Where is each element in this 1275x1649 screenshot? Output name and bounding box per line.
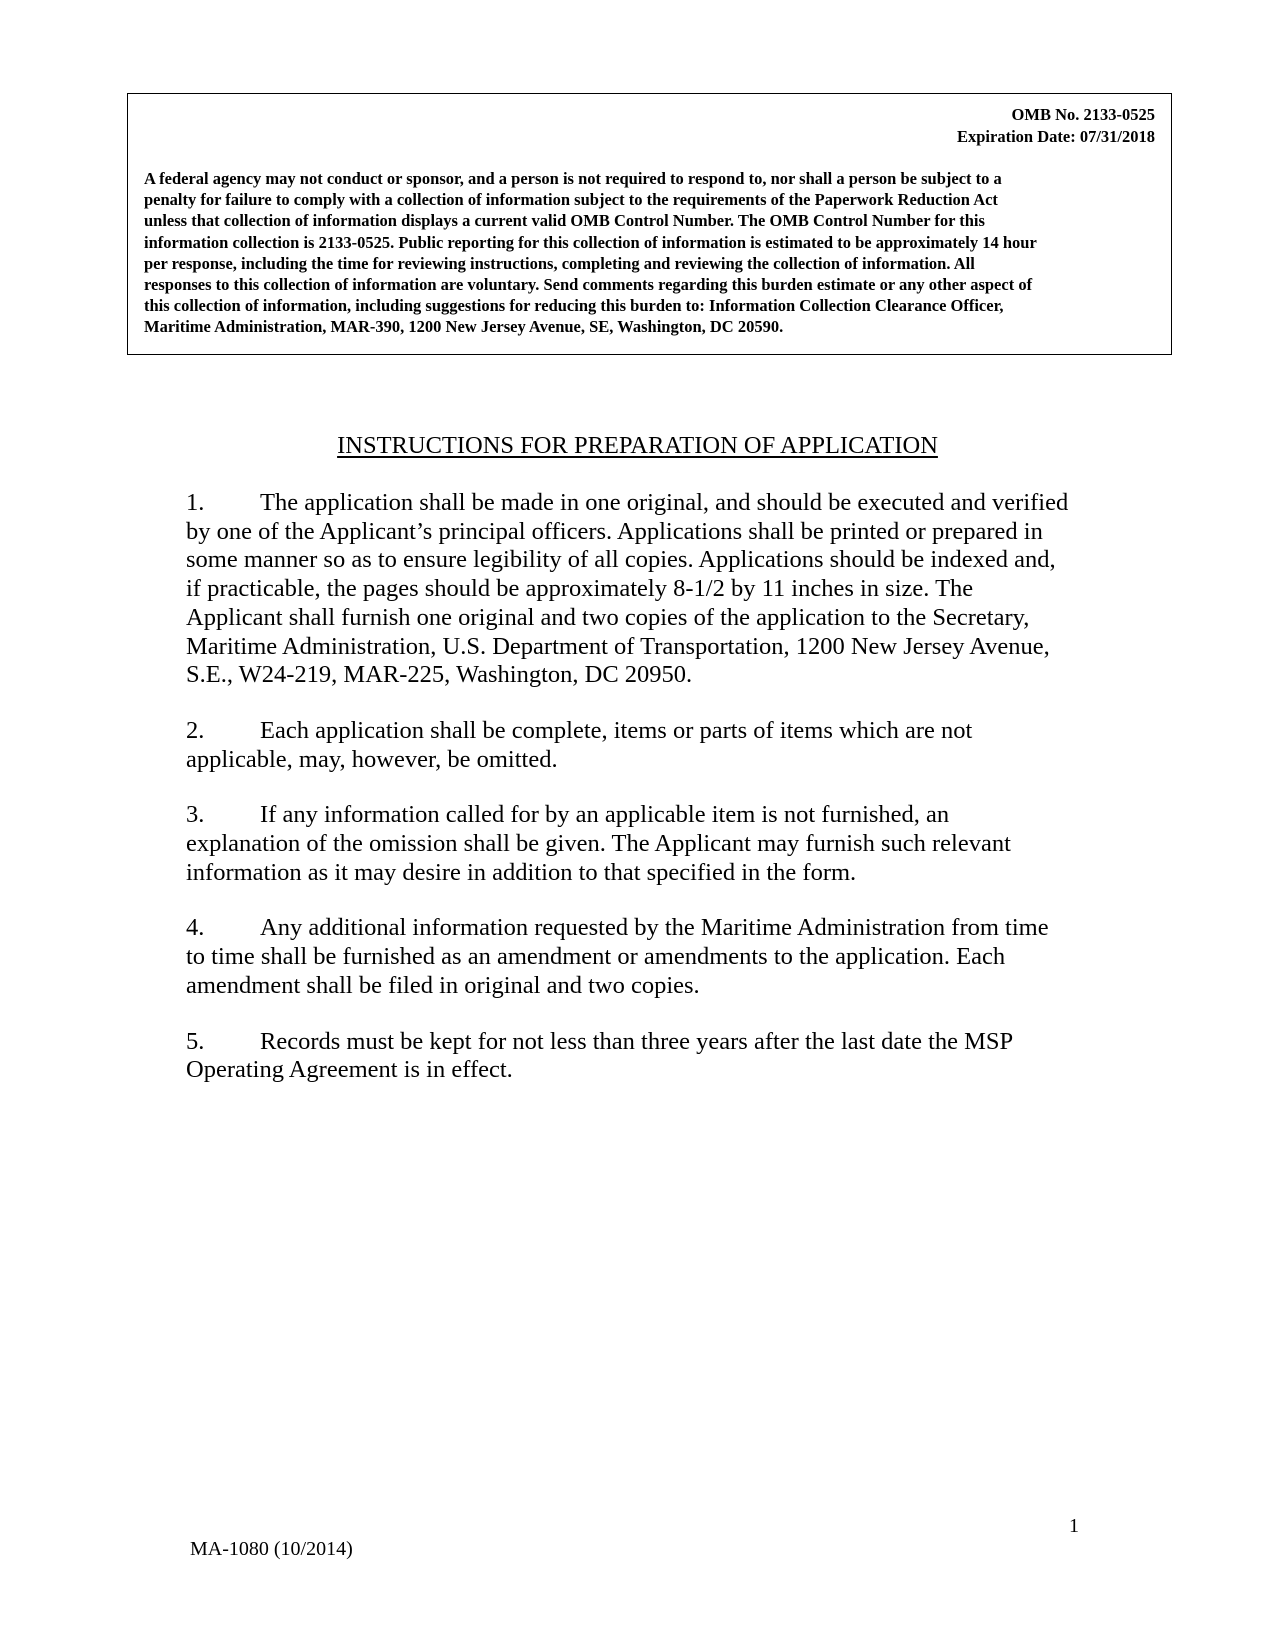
item-line: S.E., W24-219, MAR-225, Washington, DC 20950.	[186, 661, 693, 689]
item-line: If any information called for by an applicable item is not furnished, an	[260, 801, 950, 829]
notice-line: A federal agency may not conduct or sponsor, and a person is not required to respond to, nor shall a person be subject to a	[144, 169, 1002, 188]
omb-number: OMB No. 2133-0525	[1011, 105, 1155, 124]
instruction-item-1	[186, 489, 1086, 690]
expiration-date: Expiration Date: 07/31/2018	[957, 127, 1155, 146]
page-title: INSTRUCTIONS FOR PREPARATION OF APPLICATION	[337, 432, 938, 459]
notice-line: responses to this collection of information are voluntary. Send comments regarding this burden estimate or any other aspect of	[144, 275, 1033, 295]
instruction-item-5	[186, 1028, 1086, 1085]
notice-line: penalty for failure to comply with a collection of information subject to the requirements of the Paperwork Reduction Act	[144, 190, 998, 210]
paperwork-reduction-notice	[144, 168, 1156, 338]
omb-meta	[957, 104, 1155, 148]
notice-line: Maritime Administration, MAR-390, 1200 New Jersey Avenue, SE, Washington, DC 20590.	[144, 317, 784, 337]
item-line: information as it may desire in addition to that specified in the form.	[186, 858, 857, 886]
instruction-list	[186, 489, 1086, 1112]
omb-notice-box	[127, 93, 1172, 355]
item-line: Applicant shall furnish one original and two copies of the application to the Secretary,	[186, 603, 1030, 631]
item-line: Maritime Administration, U.S. Department of Transportation, 1200 New Jersey Avenue,	[186, 632, 1050, 660]
item-number: 4.	[186, 914, 205, 942]
instruction-item-4	[186, 914, 1086, 1000]
item-line: if practicable, the pages should be approximately 8-1/2 by 11 inches in size. The	[186, 575, 974, 603]
item-number: 2.	[186, 716, 205, 744]
page-number: 1	[1069, 1515, 1079, 1537]
item-number: 1.	[186, 489, 205, 516]
form-code: MA-1080 (10/2014)	[190, 1538, 353, 1560]
item-line: Operating Agreement is in effect.	[186, 1056, 513, 1084]
item-line: by one of the Applicant’s principal officers. Applications shall be printed or prepared in	[186, 517, 1043, 545]
notice-line: information collection is 2133-0525. Public reporting for this collection of information is estimated to be approximately 14 hour	[144, 232, 1037, 252]
notice-line: this collection of information, including suggestions for reducing this burden to: Information Collection Clearance Officer,	[144, 296, 1004, 316]
instruction-item-2	[186, 717, 1086, 774]
notice-line: unless that collection of information displays a current valid OMB Control Number. The OMB Control Number for this	[144, 211, 985, 231]
item-line: explanation of the omission shall be given. The Applicant may furnish such relevant	[186, 830, 1011, 858]
item-number: 5.	[186, 1027, 205, 1055]
item-number: 3.	[186, 801, 205, 829]
item-line: applicable, may, however, be omitted.	[186, 745, 558, 773]
item-line: Any additional information requested by the Maritime Administration from time	[260, 914, 1049, 942]
instruction-item-3	[186, 801, 1086, 887]
item-line: some manner so as to ensure legibility of all copies. Applications should be indexed and,	[186, 546, 1056, 574]
item-line: Each application shall be complete, items or parts of items which are not	[260, 716, 973, 744]
item-line: Records must be kept for not less than three years after the last date the MSP	[260, 1027, 1014, 1055]
item-line: to time shall be furnished as an amendment or amendments to the application. Each	[186, 943, 1006, 971]
item-line: The application shall be made in one original, and should be executed and verified	[260, 489, 1069, 516]
item-line: amendment shall be filed in original and two copies.	[186, 971, 700, 999]
notice-line: per response, including the time for reviewing instructions, completing and reviewing the collection of information. All	[144, 253, 975, 273]
